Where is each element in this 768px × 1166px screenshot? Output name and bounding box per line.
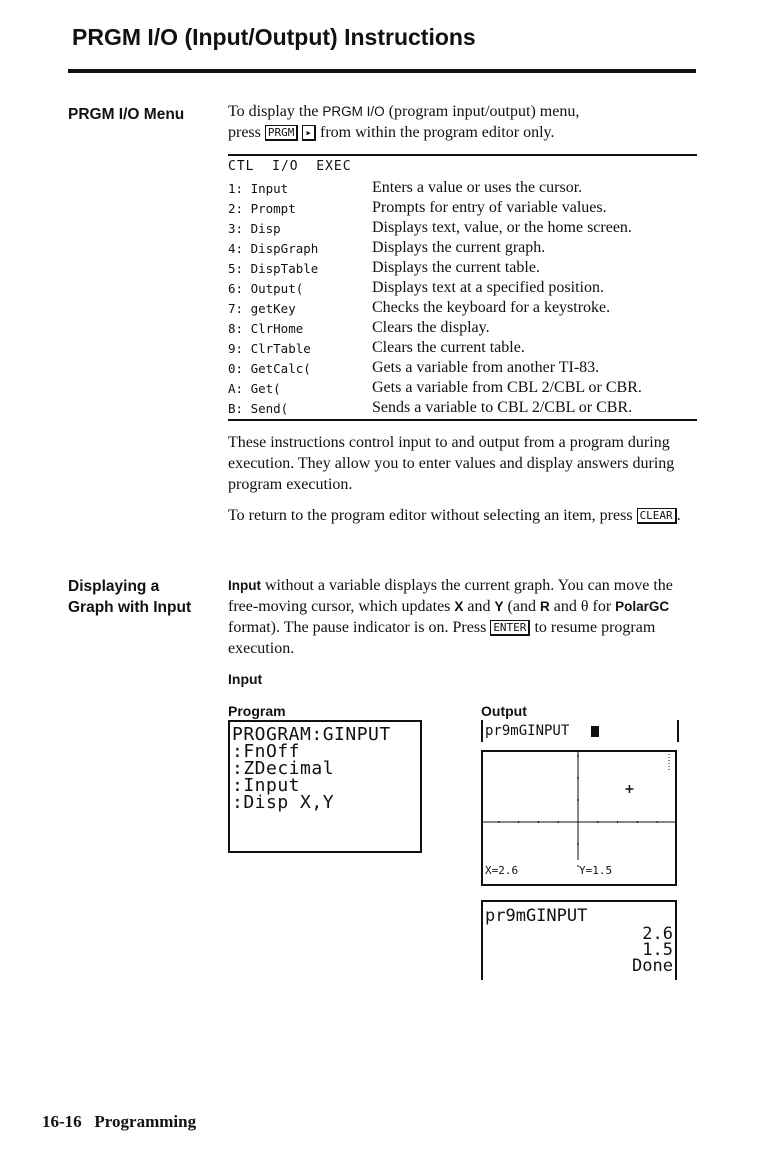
menu-code: 2: Prompt <box>228 200 296 216</box>
home-output-line: Done <box>632 956 673 976</box>
menu-table <box>228 178 642 418</box>
menu-desc: Prompts for entry of variable values. <box>372 199 607 216</box>
intro-press: press <box>228 124 265 141</box>
x-readout: X=2.6 <box>485 864 519 877</box>
para2-text: To return to the program editor without selecting an item, press <box>228 507 637 524</box>
program-line: :ZDecimal <box>232 758 335 779</box>
intro-text-2: (program input/output) menu, <box>384 103 580 120</box>
menu-desc: Enters a value or uses the cursor. <box>372 179 583 196</box>
output-running-screen <box>481 720 679 742</box>
menu-paragraph-2 <box>228 505 698 526</box>
home-screen <box>481 900 677 980</box>
menu-row <box>228 298 642 318</box>
polargc-format: PolarGC <box>615 599 670 614</box>
menu-code: 8: ClrHome <box>228 320 304 336</box>
menu-code: 7: getKey <box>228 300 296 316</box>
menu-top-rule <box>228 154 697 156</box>
menu-code: B: Send( <box>228 400 289 416</box>
menu-desc: Clears the display. <box>372 319 490 336</box>
para2-end: . <box>676 507 681 524</box>
running-program-title: pr9mGINPUT <box>485 723 570 739</box>
menu-code: 9: ClrTable <box>228 340 311 356</box>
enter-key: ENTER <box>490 620 530 636</box>
program-editor-screen <box>228 720 422 853</box>
intro-text-1: To display the <box>228 103 323 120</box>
menu-desc: Displays the current graph. <box>372 239 546 256</box>
program-line: :Input <box>232 775 301 796</box>
program-line: :Disp X,Y <box>232 792 335 813</box>
side-heading-input <box>68 576 191 618</box>
clear-key: CLEAR <box>637 508 677 524</box>
menu-paragraph-1: These instructions control input to and output from a program during execution. They allow you to enter values and display answers during program execution. <box>228 434 675 493</box>
side-heading-line-1: Displaying a <box>68 578 160 595</box>
menu-bottom-rule <box>228 419 697 421</box>
cursor-block-icon <box>591 726 599 737</box>
para-text: (and <box>503 598 540 615</box>
menu-code: 0: GetCalc( <box>228 360 311 376</box>
menu-desc: Clears the current table. <box>372 339 525 356</box>
menu-code: 3: Disp <box>228 220 281 236</box>
example-subheading: Input <box>228 671 263 687</box>
page-footer: 16-16 Programming <box>42 1112 197 1131</box>
program-label: Program <box>228 703 286 719</box>
para-text: to resume program execution. <box>228 619 656 657</box>
input-command: Input <box>228 578 261 593</box>
program-line: :FnOff <box>232 741 301 762</box>
free-moving-cursor-icon <box>625 785 633 793</box>
para-text: without a variable displays the current graph. You can move the free-moving cursor, which updates <box>228 577 673 615</box>
page-title: PRGM I/O (Input/Output) Instructions <box>72 24 476 50</box>
menu-desc: Displays the current table. <box>372 259 540 276</box>
para-text: and θ for <box>549 598 616 615</box>
menu-code: A: Get( <box>228 380 281 396</box>
graph-screen <box>481 750 677 886</box>
para-text: format). The pause indicator is on. Press <box>228 619 491 636</box>
input-paragraph <box>228 575 698 659</box>
menu-code: 4: DispGraph <box>228 240 319 256</box>
side-heading-line-2: Graph with Input <box>68 599 192 616</box>
menu-desc: Gets a variable from CBL 2/CBL or CBR. <box>372 379 642 396</box>
r-var: R <box>539 599 550 614</box>
menu-row <box>228 258 642 278</box>
title-rule <box>68 69 696 73</box>
menu-desc: Checks the keyboard for a keystroke. <box>372 299 611 316</box>
menu-code: 6: Output( <box>228 280 304 296</box>
y-readout: Y=1.5 <box>579 864 613 877</box>
x-var: X <box>454 599 464 614</box>
home-program-title: pr9mGINPUT <box>485 906 588 926</box>
home-output-line: 1.5 <box>642 940 673 960</box>
menu-row <box>228 398 642 418</box>
menu-row <box>228 338 642 358</box>
menu-row <box>228 218 642 238</box>
menu-row <box>228 238 642 258</box>
menu-row <box>228 278 642 298</box>
menu-code: 5: DispTable <box>228 260 319 276</box>
prgm-key: PRGM <box>265 125 299 141</box>
para-text: and <box>463 598 495 615</box>
menu-code: 1: Input <box>228 180 289 196</box>
output-label: Output <box>481 703 527 719</box>
right-arrow-key-icon: ▸ <box>302 125 316 141</box>
menu-desc: Sends a variable to CBL 2/CBL or CBR. <box>372 399 633 416</box>
menu-row <box>228 358 642 378</box>
menu-row <box>228 178 642 198</box>
menu-row <box>228 198 642 218</box>
intro-text-3: from within the program editor only. <box>316 124 555 141</box>
y-var: Y <box>494 599 504 614</box>
menu-desc: Displays text, value, or the home screen. <box>372 219 632 236</box>
intro-menu-name: PRGM I/O <box>322 104 385 119</box>
menu-intro-paragraph <box>228 101 698 143</box>
menu-header: CTL I/O EXEC <box>228 159 352 174</box>
home-output-line: 2.6 <box>642 924 673 944</box>
program-line: PROGRAM:GINPUT <box>232 724 391 745</box>
side-heading-menu: PRGM I/O Menu <box>68 106 185 123</box>
menu-desc: Displays text at a specified position. <box>372 279 604 296</box>
menu-row <box>228 318 642 338</box>
menu-row <box>228 378 642 398</box>
menu-desc: Gets a variable from another TI-83. <box>372 359 600 376</box>
